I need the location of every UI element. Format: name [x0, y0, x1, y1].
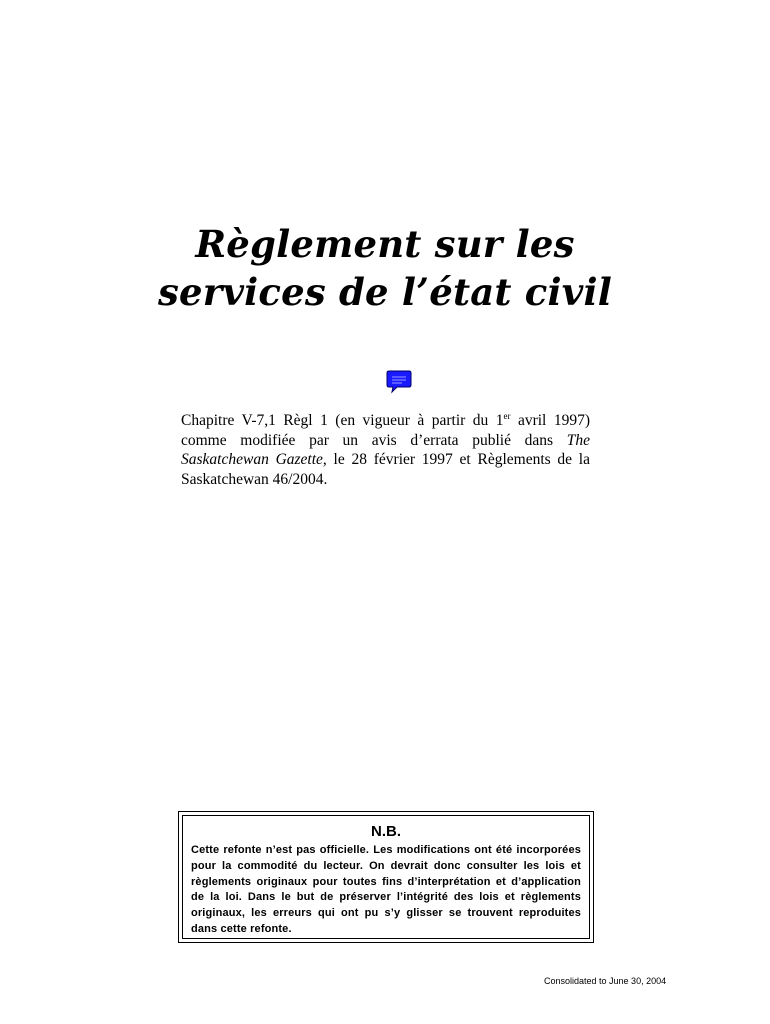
chapter-text-3: , le 28 février 1997 et Règlements de la Saskatchewan 46/2004. [181, 451, 590, 488]
document-title [0, 220, 770, 316]
chapter-citation [181, 411, 590, 489]
title-line-2: services de l’état civil [157, 270, 612, 314]
notice-inner-frame [182, 815, 590, 939]
chapter-superscript: er [503, 410, 511, 421]
chapter-text-1: Chapitre V-7,1 Règl 1 (en vigueur à partir du 1 [181, 412, 504, 429]
notice-box [178, 811, 594, 943]
consolidation-date: Consolidated to June 30, 2004 [544, 976, 667, 986]
notice-text: Cette refonte n’est pas officielle. Les modifications ont été incorporées pour la commodité du lecteur. On devrait donc consulter les lois et règlements originaux pour toutes fins d’interprétation et d’application de la loi. Dans le but de préserver l’intégrité des lois et règlements originaux, les erreurs qui ont pu s’y glisser se trouvent reproduites dans cette refonte. [191, 844, 581, 935]
gazette-name: The Saskatchewan Gazette [181, 431, 590, 468]
title-line-1: Règlement sur les [195, 222, 575, 266]
notice-heading: N.B. [371, 823, 401, 840]
comment-bubble-icon[interactable] [386, 370, 412, 394]
chapter-text-2: avril 1997) comme modifiée par un avis d’errata publié dans [181, 412, 590, 449]
